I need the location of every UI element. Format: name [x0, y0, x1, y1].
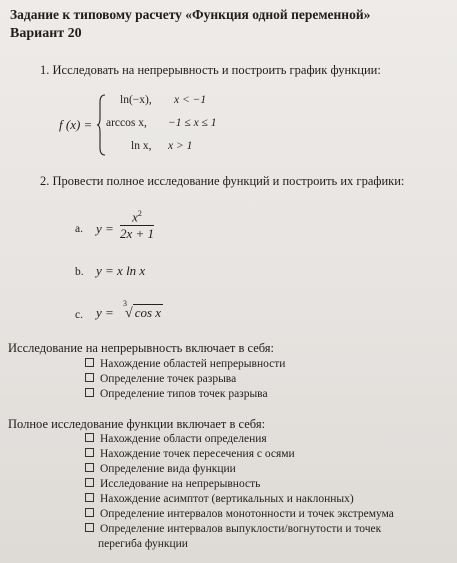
full-study-item-label: Нахождение асимптот (вертикальных и наклонных) — [100, 493, 354, 505]
case-2-expr: arccos x, — [106, 117, 147, 129]
variant-label: Вариант 20 — [10, 26, 82, 41]
full-study-item — [85, 508, 394, 520]
item-a-lhs: y = — [96, 221, 114, 236]
piecewise-lhs: f (x) = — [59, 117, 93, 132]
case-1-cond: x < −1 — [174, 94, 207, 106]
item-b-expr: y = x ln x — [96, 263, 146, 278]
fraction-numerator: x — [132, 209, 138, 225]
full-study-item-label: Нахождение области определения — [100, 433, 267, 445]
assignment-title: Задание к типовому расчету «Функция одной переменной» — [10, 7, 371, 22]
case-3-cond: x > 1 — [168, 140, 193, 152]
item-c-label: c. — [75, 309, 83, 321]
item-b-label: b. — [75, 266, 84, 278]
checkbox-icon[interactable] — [85, 478, 94, 487]
full-study-item — [85, 493, 354, 505]
continuity-heading: Исследование на непрерывность включает в себя: — [8, 341, 275, 355]
continuity-item-label: Определение точек разрыва — [100, 373, 237, 385]
item-a-fraction — [120, 206, 154, 242]
full-study-item-label: Определение интервалов монотонности и точек экстремума — [100, 508, 394, 520]
root-radicand: cos x — [134, 305, 162, 320]
task-1-text: 1. Исследовать на непрерывность и построить график функции: — [40, 63, 381, 77]
task-2-text: 2. Провести полное исследование функций и построить их графики: — [40, 174, 405, 188]
full-study-item-label: Исследование на непрерывность — [100, 478, 261, 490]
full-study-item — [85, 523, 381, 535]
full-study-item — [85, 448, 295, 460]
continuity-item — [85, 358, 285, 370]
full-study-item-label: Нахождение точек пересечения с осями — [100, 448, 295, 460]
full-study-item — [85, 478, 260, 490]
checkbox-icon[interactable] — [85, 523, 94, 532]
item-c-root: 3 √ cos x — [123, 299, 162, 321]
case-3-expr: ln x, — [131, 140, 152, 152]
piecewise-brace — [96, 94, 106, 156]
fraction-exponent: 2 — [137, 209, 142, 218]
full-study-item — [85, 463, 236, 475]
item-a-label: a. — [75, 223, 83, 235]
item-c-lhs: y = — [96, 305, 114, 320]
case-2-cond: −1 ≤ x ≤ 1 — [168, 117, 217, 129]
checkbox-icon[interactable] — [85, 448, 94, 457]
case-1-expr: ln(−x), — [120, 94, 152, 106]
continuity-item-label: Определение типов точек разрыва — [100, 388, 268, 400]
root-index: 3 — [123, 299, 127, 308]
full-study-item — [85, 433, 267, 445]
full-study-item-continuation: перегиба функции — [98, 538, 188, 550]
full-study-heading: Полное исследование функции включает в себя: — [8, 417, 266, 431]
checkbox-icon[interactable] — [85, 493, 94, 502]
checkbox-icon[interactable] — [85, 463, 94, 472]
full-study-item-label: Определение вида функции — [100, 463, 236, 475]
checkbox-icon[interactable] — [85, 358, 94, 367]
checkbox-icon[interactable] — [85, 508, 94, 517]
full-study-item-label: Определение интервалов выпуклости/вогнутости и точек — [100, 523, 382, 535]
checkbox-icon[interactable] — [85, 373, 94, 382]
continuity-item — [85, 388, 268, 400]
checkbox-icon[interactable] — [85, 388, 94, 397]
continuity-item-label: Нахождение областей непрерывности — [100, 358, 286, 370]
fraction-denominator: 2x + 1 — [120, 226, 155, 242]
checkbox-icon[interactable] — [85, 433, 94, 442]
continuity-item — [85, 373, 236, 385]
